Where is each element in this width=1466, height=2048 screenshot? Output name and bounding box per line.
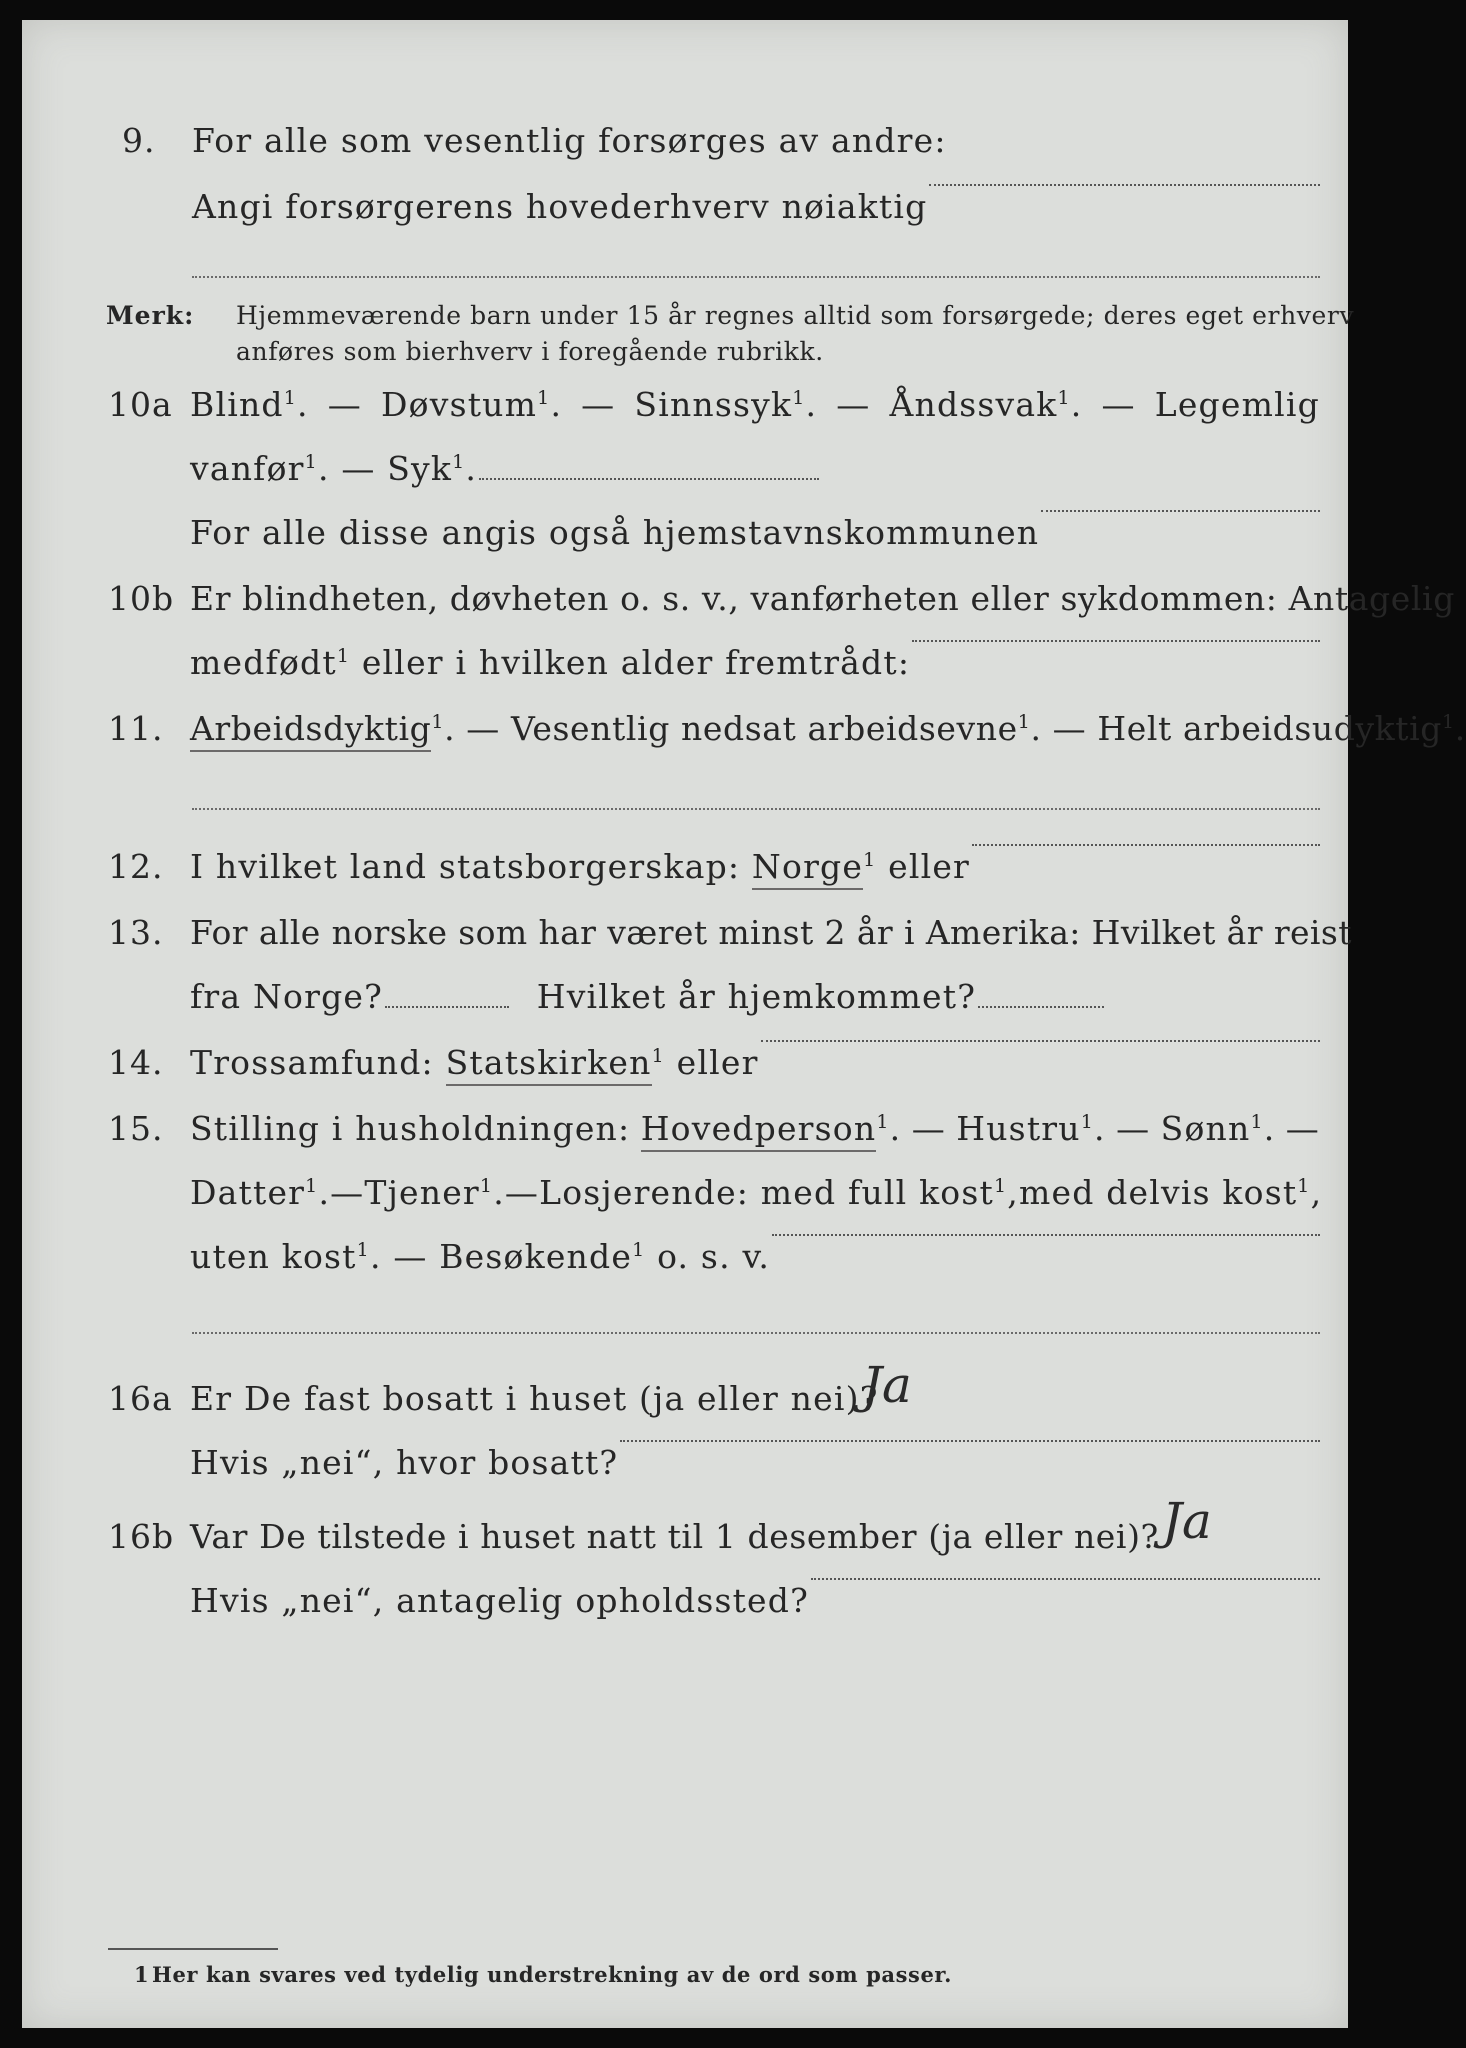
q12-eller: eller [888,847,971,886]
q10b-answer-line[interactable] [912,640,1320,642]
q10a-hjemstavn: For alle disse angis også hjemstavnskommunen [190,513,1040,552]
q13-hjemkommet-line[interactable] [978,1006,1104,1008]
footnote-mark: 1 [134,1962,150,1987]
q11-answer-line[interactable] [192,808,1320,810]
q12-number: 12. [108,847,164,886]
q13-row2 [22,974,1348,1020]
q10a-syk: Syk [387,449,453,488]
q16a-number: 16a [108,1379,173,1418]
q15-losjerende: Losjerende: med full kost [539,1173,994,1212]
q10a-row2: vanfør$^1$. — Syk$^1$. [22,446,1348,492]
q12-row: 12. I hvilket land statsborgerskap: Norge$^1$ eller [22,844,1348,890]
q15-datter: Datter [190,1173,306,1212]
footnote-text: Her kan svares ved tydelig understrekning av de ord som passer. [152,1962,953,1987]
q11-row: 11. Arbeidsdyktig$^1$. — Vesentlig nedsat arbeidsevne$^1$. — Helt arbeidsudyktig$^1$. [22,706,1348,752]
q10b-medfodt: medfødt [190,643,337,682]
q11-number: 11. [108,709,164,748]
q10a-row: 10a Blind$^1$. — Døvstum$^1$. — Sinnssyk$^1$. — Åndssvak$^1$. — Legemlig [22,382,1348,428]
q16a-row2 [22,1440,1348,1486]
q16b-answer-line[interactable] [811,1578,1320,1580]
q12-text: I hvilket land statsborgerskap: [190,847,741,886]
q16b-row [22,1514,1348,1560]
q13-line1: For alle norske som har været minst 2 år i Amerika: Hvilket år reist [190,913,1352,952]
q10b-row2: medfødt$^1$ eller i hvilken alder fremtrådt: [22,640,1348,686]
q15-row3: uten kost$^1$. — Besøkende$^1$ o. s. v. [22,1234,1348,1280]
q10a-andssvak: Åndssvak [889,385,1058,424]
footnote-rule [108,1948,278,1950]
census-form-page [22,20,1466,2028]
q9-extra-line[interactable] [192,276,1320,278]
q14-number: 14. [108,1043,164,1082]
q14-statskirken: Statskirken [446,1043,652,1086]
q10b-line1: Er blindheten, døvheten o. s. v., vanførheten eller sykdommen: Antagelig [190,579,1455,618]
q10a-row3 [22,510,1348,556]
q10b-row [22,576,1455,622]
q15-uten-kost: uten kost [190,1237,357,1276]
q16b-handwritten-answer: Ja [1162,1492,1212,1550]
q10a-sinnssyk: Sinnssyk [634,385,793,424]
q16a-row [22,1376,1348,1422]
q11-nedsat: Vesentlig nedsat arbeidsevne [510,709,1018,748]
q9-answer-line[interactable] [929,184,1320,186]
q9-line1: For alle som vesentlig forsørges av andre: [192,121,947,160]
q16b-row2 [22,1578,1348,1624]
q15-besokende: Besøkende [439,1237,633,1276]
q10a-hjemstavn-line[interactable] [1041,510,1320,512]
q10a-syk-line[interactable] [479,478,819,480]
q15-hustru: Hustru [956,1109,1081,1148]
q10a-blind: Blind [190,385,284,424]
q10a-number: 10a [108,385,173,424]
q15-stilling: Stilling i husholdningen: [190,1109,631,1148]
q15-number: 15. [108,1109,164,1148]
q15-osv: o. s. v. [657,1237,771,1276]
q16b-line2: Hvis „nei“, antagelig opholdssted? [190,1581,809,1620]
q14-eller: eller [676,1043,759,1082]
q12-norge: Norge [752,847,863,890]
q13-reist: fra Norge? [190,977,384,1016]
q16a-line1: Er De fast bosatt i huset (ja eller nei)? [190,1379,879,1418]
q9-row2 [22,184,1348,230]
q9-number: 9. [122,121,156,160]
q16a-line2: Hvis „nei“, hvor bosatt? [190,1443,619,1482]
q15-extra-line[interactable] [192,1332,1320,1334]
q10a-legemlig: Legemlig [1154,385,1320,424]
q15-sonn: Sønn [1160,1109,1251,1148]
q12-answer-line[interactable] [972,844,1320,846]
q15-row2: Datter$^1$. — Tjener$^1$. — Losjerende: med full kost$^1$, med delvis kost$^1$, [190,1173,1323,1212]
q11-udyktig: Helt arbeidsudyktig [1097,709,1443,748]
q13-row [22,910,1352,956]
merk-line1: Hjemmeværende barn under 15 år regnes alltid som forsørgede; deres eget erhverv [236,301,1355,330]
q14-text: Trossamfund: [190,1043,434,1082]
q15-delvis-kost: med delvis kost [1018,1173,1298,1212]
q13-reist-line[interactable] [385,1006,509,1008]
q10b-alder: eller i hvilken alder fremtrådt: [361,643,911,682]
q13-hjemkommet: Hvilket år hjemkommet? [536,977,977,1016]
q10a-vanfor: vanfør [190,449,305,488]
q16a-answer-line[interactable] [620,1440,1320,1442]
q13-number: 13. [108,913,164,952]
q16a-handwritten-answer: Ja [862,1356,912,1414]
q14-answer-line[interactable] [761,1040,1320,1042]
q15-hovedperson: Hovedperson [641,1109,877,1152]
q9-line2: Angi forsørgerens hovederhverv nøiaktig [192,187,928,226]
q11-arbeidsdyktig: Arbeidsdyktig [190,709,431,752]
q14-row: 14. Trossamfund: Statskirken$^1$ eller [22,1040,1348,1086]
q15-answer-line[interactable] [772,1234,1320,1236]
q15-tjener: Tjener [364,1173,480,1212]
q10a-dovstum: Døvstum [381,385,538,424]
merk-label: Merk: [106,301,195,330]
q10b-number: 10b [108,579,175,618]
q16b-number: 16b [108,1517,175,1556]
q15-row: 15. Stilling i husholdningen: Hovedperson$^1$. — Hustru$^1$. — Sønn$^1$. — [22,1106,1348,1152]
merk-line2: anføres som bierhverv i foregående rubrikk. [236,337,824,366]
q9-row [22,118,1348,164]
q16b-line1: Var De tilstede i huset natt til 1 desember (ja eller nei)? [190,1517,1159,1556]
